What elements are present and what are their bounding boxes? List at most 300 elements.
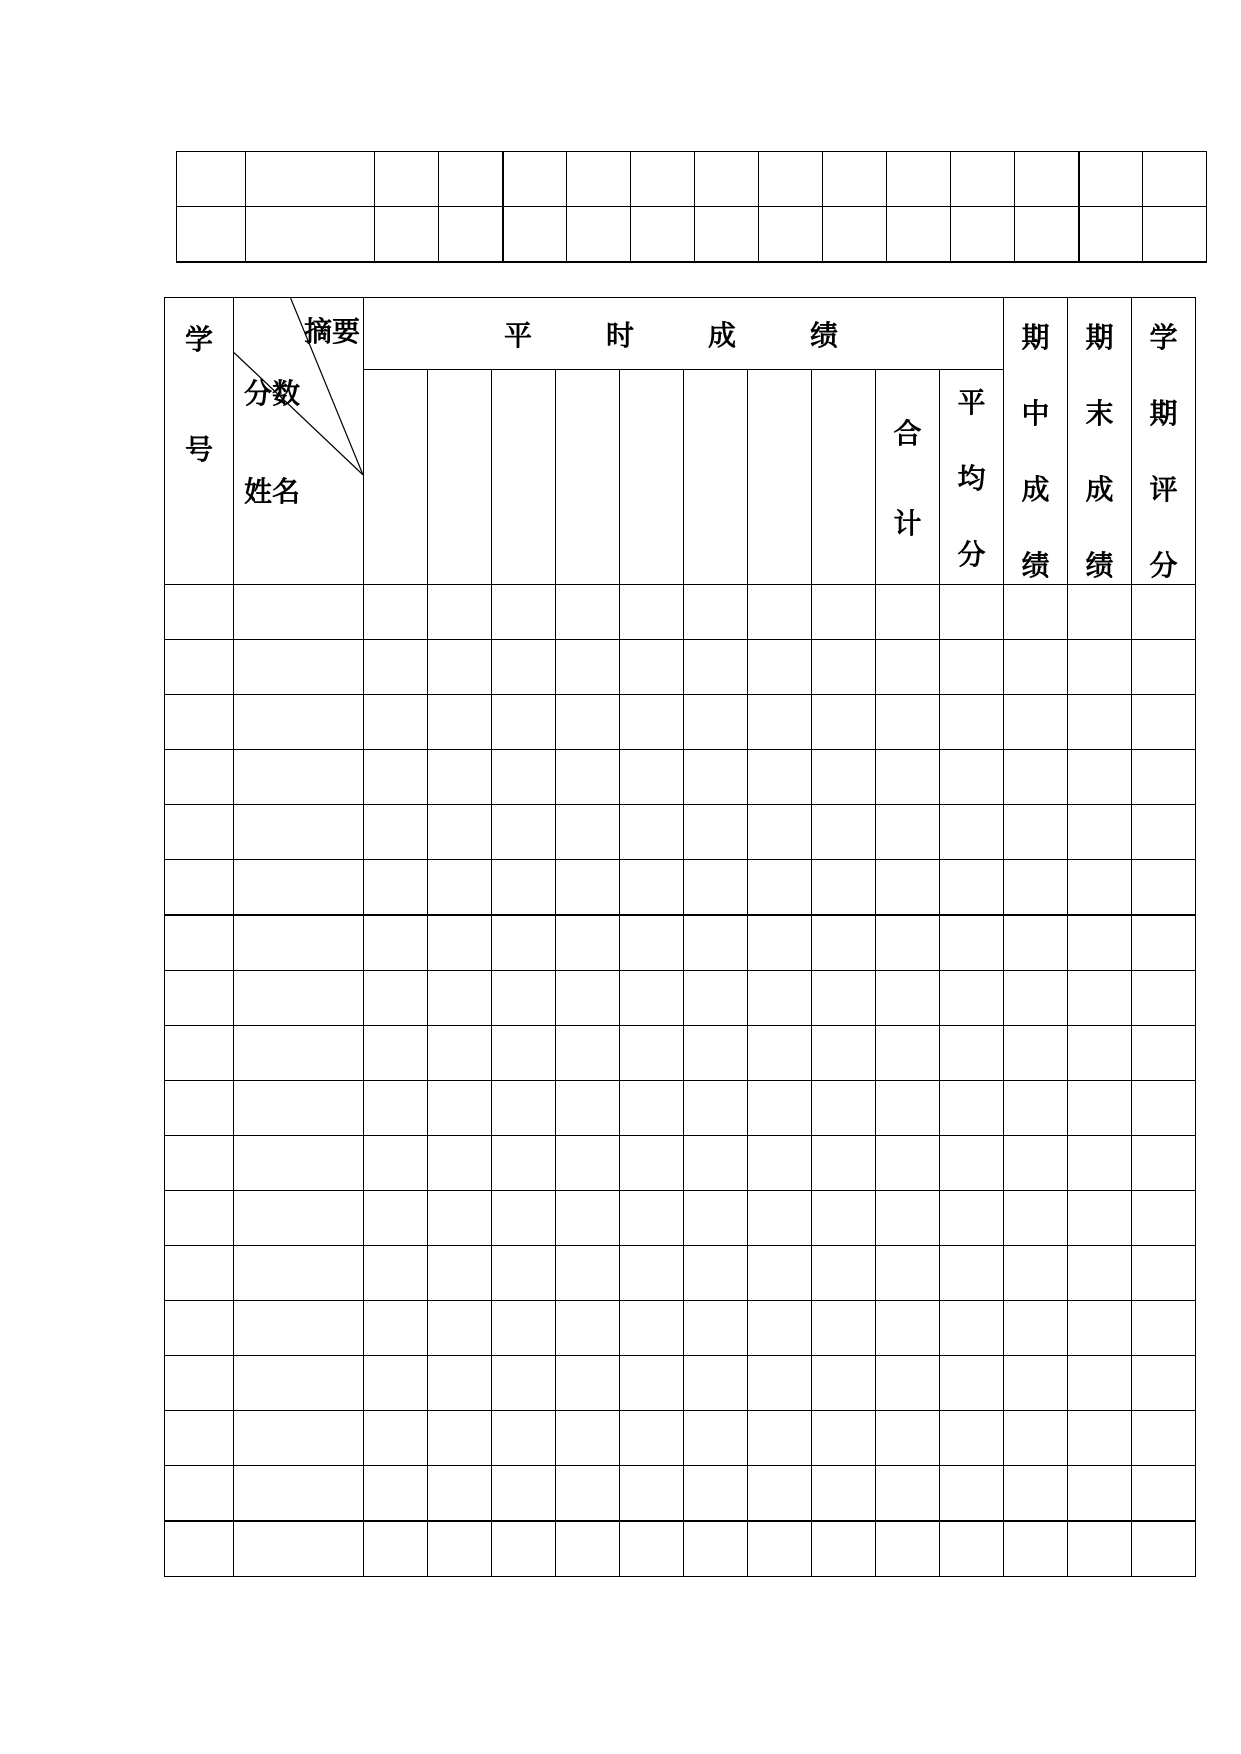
grade-cell[interactable] <box>940 805 1004 860</box>
top-grid-cell[interactable] <box>246 152 375 207</box>
grade-cell[interactable] <box>165 1191 234 1246</box>
grade-cell[interactable] <box>428 1081 492 1136</box>
grade-cell[interactable] <box>428 1136 492 1191</box>
grade-cell[interactable] <box>748 1026 812 1081</box>
grade-cell[interactable] <box>556 915 620 971</box>
grade-cell[interactable] <box>1132 915 1196 971</box>
grade-cell[interactable] <box>684 695 748 750</box>
grade-cell[interactable] <box>620 695 684 750</box>
grade-cell[interactable] <box>492 1246 556 1301</box>
grade-cell[interactable] <box>812 1301 876 1356</box>
grade-cell[interactable] <box>234 860 364 916</box>
grade-cell[interactable] <box>428 1466 492 1522</box>
grade-cell[interactable] <box>940 1521 1004 1577</box>
grade-cell[interactable] <box>234 1136 364 1191</box>
top-grid-cell[interactable] <box>246 207 375 263</box>
grade-cell[interactable] <box>1132 860 1196 916</box>
grade-cell[interactable] <box>428 750 492 805</box>
grade-cell[interactable] <box>364 750 428 805</box>
grade-cell[interactable] <box>940 1081 1004 1136</box>
top-grid-cell[interactable] <box>887 207 951 263</box>
grade-cell[interactable] <box>364 915 428 971</box>
grade-cell[interactable] <box>1068 640 1132 695</box>
regular-score-col-1[interactable] <box>364 370 428 585</box>
grade-cell[interactable] <box>556 1026 620 1081</box>
grade-cell[interactable] <box>684 971 748 1026</box>
grade-cell[interactable] <box>1004 585 1068 640</box>
grade-cell[interactable] <box>556 1081 620 1136</box>
grade-cell[interactable] <box>876 1356 940 1411</box>
grade-cell[interactable] <box>165 1521 234 1577</box>
grade-cell[interactable] <box>1004 1521 1068 1577</box>
grade-cell[interactable] <box>1068 971 1132 1026</box>
grade-cell[interactable] <box>364 1136 428 1191</box>
grade-cell[interactable] <box>748 750 812 805</box>
grade-cell[interactable] <box>492 971 556 1026</box>
grade-cell[interactable] <box>748 1081 812 1136</box>
grade-cell[interactable] <box>556 640 620 695</box>
top-grid-cell[interactable] <box>1015 152 1079 207</box>
grade-cell[interactable] <box>364 1521 428 1577</box>
top-grid-cell[interactable] <box>439 152 503 207</box>
grade-cell[interactable] <box>492 695 556 750</box>
grade-cell[interactable] <box>748 860 812 916</box>
grade-cell[interactable] <box>1132 1301 1196 1356</box>
grade-cell[interactable] <box>234 1466 364 1522</box>
grade-cell[interactable] <box>234 1246 364 1301</box>
grade-cell[interactable] <box>684 585 748 640</box>
grade-cell[interactable] <box>165 1301 234 1356</box>
grade-cell[interactable] <box>684 860 748 916</box>
grade-cell[interactable] <box>876 1246 940 1301</box>
grade-cell[interactable] <box>1132 1411 1196 1466</box>
grade-cell[interactable] <box>620 585 684 640</box>
grade-cell[interactable] <box>165 805 234 860</box>
grade-cell[interactable] <box>165 860 234 916</box>
grade-cell[interactable] <box>364 1411 428 1466</box>
grade-cell[interactable] <box>748 1521 812 1577</box>
grade-cell[interactable] <box>428 805 492 860</box>
grade-cell[interactable] <box>940 1466 1004 1522</box>
top-grid-cell[interactable] <box>439 207 503 263</box>
grade-cell[interactable] <box>364 1081 428 1136</box>
grade-cell[interactable] <box>492 1026 556 1081</box>
grade-cell[interactable] <box>748 915 812 971</box>
grade-cell[interactable] <box>492 1081 556 1136</box>
grade-cell[interactable] <box>165 1246 234 1301</box>
grade-cell[interactable] <box>364 1246 428 1301</box>
grade-cell[interactable] <box>684 640 748 695</box>
top-grid-cell[interactable] <box>503 152 567 207</box>
grade-cell[interactable] <box>812 1356 876 1411</box>
grade-cell[interactable] <box>940 1301 1004 1356</box>
grade-cell[interactable] <box>812 1246 876 1301</box>
grade-cell[interactable] <box>556 1301 620 1356</box>
grade-cell[interactable] <box>1004 805 1068 860</box>
grade-cell[interactable] <box>876 640 940 695</box>
grade-cell[interactable] <box>748 1466 812 1522</box>
grade-cell[interactable] <box>492 1356 556 1411</box>
regular-score-col-6[interactable] <box>684 370 748 585</box>
grade-cell[interactable] <box>620 1081 684 1136</box>
top-grid-cell[interactable] <box>951 152 1015 207</box>
grade-cell[interactable] <box>492 1411 556 1466</box>
grade-cell[interactable] <box>748 805 812 860</box>
grade-cell[interactable] <box>876 1191 940 1246</box>
grade-cell[interactable] <box>165 971 234 1026</box>
grade-cell[interactable] <box>165 915 234 971</box>
grade-cell[interactable] <box>165 1136 234 1191</box>
grade-cell[interactable] <box>364 1026 428 1081</box>
top-grid-cell[interactable] <box>1079 152 1143 207</box>
grade-cell[interactable] <box>1132 1191 1196 1246</box>
grade-cell[interactable] <box>492 640 556 695</box>
grade-cell[interactable] <box>165 585 234 640</box>
top-grid-cell[interactable] <box>631 207 695 263</box>
grade-cell[interactable] <box>1132 1356 1196 1411</box>
top-grid-cell[interactable] <box>887 152 951 207</box>
grade-cell[interactable] <box>812 695 876 750</box>
grade-cell[interactable] <box>812 750 876 805</box>
grade-cell[interactable] <box>1068 1356 1132 1411</box>
grade-cell[interactable] <box>748 1411 812 1466</box>
grade-cell[interactable] <box>364 805 428 860</box>
grade-cell[interactable] <box>1004 640 1068 695</box>
grade-cell[interactable] <box>234 1521 364 1577</box>
grade-cell[interactable] <box>428 1301 492 1356</box>
grade-cell[interactable] <box>492 805 556 860</box>
grade-cell[interactable] <box>1132 805 1196 860</box>
grade-cell[interactable] <box>1004 1246 1068 1301</box>
grade-cell[interactable] <box>876 1301 940 1356</box>
grade-cell[interactable] <box>940 1026 1004 1081</box>
grade-cell[interactable] <box>940 1411 1004 1466</box>
grade-cell[interactable] <box>1068 1411 1132 1466</box>
grade-cell[interactable] <box>876 585 940 640</box>
grade-cell[interactable] <box>620 1026 684 1081</box>
grade-cell[interactable] <box>234 750 364 805</box>
grade-cell[interactable] <box>428 1191 492 1246</box>
grade-cell[interactable] <box>1132 640 1196 695</box>
grade-cell[interactable] <box>812 805 876 860</box>
grade-cell[interactable] <box>684 1301 748 1356</box>
grade-cell[interactable] <box>1004 750 1068 805</box>
grade-cell[interactable] <box>748 640 812 695</box>
grade-cell[interactable] <box>684 1026 748 1081</box>
grade-cell[interactable] <box>876 860 940 916</box>
top-grid-cell[interactable] <box>695 207 759 263</box>
grade-cell[interactable] <box>1068 1301 1132 1356</box>
grade-cell[interactable] <box>620 1356 684 1411</box>
grade-cell[interactable] <box>748 1301 812 1356</box>
grade-cell[interactable] <box>812 1191 876 1246</box>
grade-cell[interactable] <box>1068 1081 1132 1136</box>
grade-cell[interactable] <box>1004 1026 1068 1081</box>
grade-cell[interactable] <box>556 1356 620 1411</box>
grade-cell[interactable] <box>556 1136 620 1191</box>
grade-cell[interactable] <box>1132 1081 1196 1136</box>
grade-cell[interactable] <box>876 1136 940 1191</box>
grade-cell[interactable] <box>234 1081 364 1136</box>
top-grid-cell[interactable] <box>1015 207 1079 263</box>
grade-cell[interactable] <box>940 1246 1004 1301</box>
regular-score-col-2[interactable] <box>428 370 492 585</box>
grade-cell[interactable] <box>684 1466 748 1522</box>
grade-cell[interactable] <box>876 750 940 805</box>
grade-cell[interactable] <box>1004 1411 1068 1466</box>
grade-cell[interactable] <box>620 915 684 971</box>
top-grid-cell[interactable] <box>951 207 1015 263</box>
grade-cell[interactable] <box>812 860 876 916</box>
grade-cell[interactable] <box>492 860 556 916</box>
grade-cell[interactable] <box>165 1026 234 1081</box>
grade-cell[interactable] <box>1004 915 1068 971</box>
top-grid-cell[interactable] <box>1079 207 1143 263</box>
grade-cell[interactable] <box>940 585 1004 640</box>
top-grid-cell[interactable] <box>177 207 246 263</box>
top-grid-cell[interactable] <box>375 207 439 263</box>
grade-cell[interactable] <box>684 1356 748 1411</box>
grade-cell[interactable] <box>428 1246 492 1301</box>
grade-cell[interactable] <box>620 1521 684 1577</box>
top-grid-cell[interactable] <box>823 207 887 263</box>
grade-cell[interactable] <box>1068 1026 1132 1081</box>
grade-cell[interactable] <box>165 1081 234 1136</box>
grade-cell[interactable] <box>812 1466 876 1522</box>
grade-cell[interactable] <box>556 1521 620 1577</box>
grade-cell[interactable] <box>428 640 492 695</box>
grade-cell[interactable] <box>1132 971 1196 1026</box>
top-grid-cell[interactable] <box>631 152 695 207</box>
grade-cell[interactable] <box>876 971 940 1026</box>
grade-cell[interactable] <box>492 1191 556 1246</box>
grade-cell[interactable] <box>556 695 620 750</box>
grade-cell[interactable] <box>1004 1356 1068 1411</box>
grade-cell[interactable] <box>492 915 556 971</box>
grade-cell[interactable] <box>556 750 620 805</box>
grade-cell[interactable] <box>620 1411 684 1466</box>
grade-cell[interactable] <box>684 1136 748 1191</box>
regular-score-col-7[interactable] <box>748 370 812 585</box>
grade-cell[interactable] <box>876 1466 940 1522</box>
grade-cell[interactable] <box>1004 1301 1068 1356</box>
grade-cell[interactable] <box>748 1246 812 1301</box>
grade-cell[interactable] <box>234 1026 364 1081</box>
grade-cell[interactable] <box>620 1191 684 1246</box>
grade-cell[interactable] <box>234 1191 364 1246</box>
grade-cell[interactable] <box>812 1081 876 1136</box>
grade-cell[interactable] <box>1004 1136 1068 1191</box>
grade-cell[interactable] <box>428 1521 492 1577</box>
grade-cell[interactable] <box>1004 1081 1068 1136</box>
top-grid-cell[interactable] <box>695 152 759 207</box>
top-grid-cell[interactable] <box>503 207 567 263</box>
grade-cell[interactable] <box>1132 695 1196 750</box>
grade-cell[interactable] <box>556 585 620 640</box>
grade-cell[interactable] <box>748 1356 812 1411</box>
grade-cell[interactable] <box>620 1246 684 1301</box>
grade-cell[interactable] <box>428 585 492 640</box>
top-grid-cell[interactable] <box>375 152 439 207</box>
grade-cell[interactable] <box>940 750 1004 805</box>
grade-cell[interactable] <box>556 1191 620 1246</box>
grade-cell[interactable] <box>684 915 748 971</box>
grade-cell[interactable] <box>1004 1191 1068 1246</box>
grade-cell[interactable] <box>1068 1466 1132 1522</box>
grade-cell[interactable] <box>1068 1521 1132 1577</box>
grade-cell[interactable] <box>684 1411 748 1466</box>
grade-cell[interactable] <box>1004 695 1068 750</box>
grade-cell[interactable] <box>1004 1466 1068 1522</box>
grade-cell[interactable] <box>1132 1246 1196 1301</box>
grade-cell[interactable] <box>812 1026 876 1081</box>
grade-cell[interactable] <box>684 805 748 860</box>
grade-cell[interactable] <box>876 1026 940 1081</box>
grade-cell[interactable] <box>620 1136 684 1191</box>
grade-cell[interactable] <box>876 1411 940 1466</box>
grade-cell[interactable] <box>492 1466 556 1522</box>
grade-cell[interactable] <box>812 915 876 971</box>
grade-cell[interactable] <box>812 585 876 640</box>
grade-cell[interactable] <box>1132 1466 1196 1522</box>
top-grid-cell[interactable] <box>759 152 823 207</box>
grade-cell[interactable] <box>1068 805 1132 860</box>
grade-cell[interactable] <box>428 695 492 750</box>
regular-score-col-5[interactable] <box>620 370 684 585</box>
regular-score-col-3[interactable] <box>492 370 556 585</box>
grade-cell[interactable] <box>428 860 492 916</box>
grade-cell[interactable] <box>165 750 234 805</box>
grade-cell[interactable] <box>812 640 876 695</box>
grade-cell[interactable] <box>684 1081 748 1136</box>
grade-cell[interactable] <box>620 750 684 805</box>
grade-cell[interactable] <box>364 971 428 1026</box>
grade-cell[interactable] <box>165 695 234 750</box>
grade-cell[interactable] <box>1132 1136 1196 1191</box>
grade-cell[interactable] <box>492 585 556 640</box>
grade-cell[interactable] <box>940 1356 1004 1411</box>
grade-cell[interactable] <box>428 915 492 971</box>
grade-cell[interactable] <box>492 1521 556 1577</box>
grade-cell[interactable] <box>234 1411 364 1466</box>
grade-cell[interactable] <box>428 1411 492 1466</box>
grade-cell[interactable] <box>940 971 1004 1026</box>
grade-cell[interactable] <box>940 915 1004 971</box>
grade-cell[interactable] <box>812 971 876 1026</box>
grade-cell[interactable] <box>234 805 364 860</box>
grade-cell[interactable] <box>1068 750 1132 805</box>
grade-cell[interactable] <box>165 1356 234 1411</box>
grade-cell[interactable] <box>1068 915 1132 971</box>
grade-cell[interactable] <box>748 695 812 750</box>
grade-cell[interactable] <box>620 971 684 1026</box>
grade-cell[interactable] <box>876 1081 940 1136</box>
grade-cell[interactable] <box>492 1136 556 1191</box>
grade-cell[interactable] <box>940 695 1004 750</box>
grade-cell[interactable] <box>364 695 428 750</box>
grade-cell[interactable] <box>940 1191 1004 1246</box>
grade-cell[interactable] <box>364 585 428 640</box>
grade-cell[interactable] <box>940 860 1004 916</box>
grade-cell[interactable] <box>620 805 684 860</box>
grade-cell[interactable] <box>234 640 364 695</box>
grade-cell[interactable] <box>1132 1026 1196 1081</box>
grade-cell[interactable] <box>940 640 1004 695</box>
grade-cell[interactable] <box>1132 1521 1196 1577</box>
regular-score-col-8[interactable] <box>812 370 876 585</box>
grade-cell[interactable] <box>684 1521 748 1577</box>
grade-cell[interactable] <box>364 860 428 916</box>
grade-cell[interactable] <box>234 915 364 971</box>
grade-cell[interactable] <box>1068 1246 1132 1301</box>
grade-cell[interactable] <box>234 971 364 1026</box>
top-grid-cell[interactable] <box>759 207 823 263</box>
grade-cell[interactable] <box>876 915 940 971</box>
grade-cell[interactable] <box>556 1411 620 1466</box>
grade-cell[interactable] <box>1132 585 1196 640</box>
grade-cell[interactable] <box>364 640 428 695</box>
grade-cell[interactable] <box>556 971 620 1026</box>
grade-cell[interactable] <box>1068 1136 1132 1191</box>
grade-cell[interactable] <box>1132 750 1196 805</box>
grade-cell[interactable] <box>556 1466 620 1522</box>
grade-cell[interactable] <box>165 1411 234 1466</box>
grade-cell[interactable] <box>492 1301 556 1356</box>
grade-cell[interactable] <box>165 640 234 695</box>
grade-cell[interactable] <box>812 1136 876 1191</box>
grade-cell[interactable] <box>165 1466 234 1522</box>
grade-cell[interactable] <box>620 860 684 916</box>
top-grid-cell[interactable] <box>567 207 631 263</box>
grade-cell[interactable] <box>364 1466 428 1522</box>
regular-score-col-4[interactable] <box>556 370 620 585</box>
grade-cell[interactable] <box>748 971 812 1026</box>
grade-cell[interactable] <box>428 971 492 1026</box>
grade-cell[interactable] <box>234 1356 364 1411</box>
top-grid-cell[interactable] <box>177 152 246 207</box>
grade-cell[interactable] <box>876 805 940 860</box>
top-grid-cell[interactable] <box>823 152 887 207</box>
grade-cell[interactable] <box>620 1466 684 1522</box>
grade-cell[interactable] <box>684 1246 748 1301</box>
grade-cell[interactable] <box>364 1191 428 1246</box>
grade-cell[interactable] <box>428 1356 492 1411</box>
grade-cell[interactable] <box>684 750 748 805</box>
grade-cell[interactable] <box>812 1411 876 1466</box>
grade-cell[interactable] <box>940 1136 1004 1191</box>
grade-cell[interactable] <box>812 1521 876 1577</box>
grade-cell[interactable] <box>556 860 620 916</box>
grade-cell[interactable] <box>1068 860 1132 916</box>
grade-cell[interactable] <box>876 695 940 750</box>
grade-cell[interactable] <box>748 585 812 640</box>
grade-cell[interactable] <box>1004 971 1068 1026</box>
grade-cell[interactable] <box>748 1191 812 1246</box>
grade-cell[interactable] <box>748 1136 812 1191</box>
grade-cell[interactable] <box>364 1356 428 1411</box>
grade-cell[interactable] <box>556 805 620 860</box>
grade-cell[interactable] <box>556 1246 620 1301</box>
grade-cell[interactable] <box>684 1191 748 1246</box>
grade-cell[interactable] <box>620 640 684 695</box>
grade-cell[interactable] <box>1004 860 1068 916</box>
top-grid-cell[interactable] <box>1143 152 1207 207</box>
grade-cell[interactable] <box>876 1521 940 1577</box>
grade-cell[interactable] <box>1068 695 1132 750</box>
grade-cell[interactable] <box>428 1026 492 1081</box>
grade-cell[interactable] <box>234 695 364 750</box>
grade-cell[interactable] <box>234 1301 364 1356</box>
